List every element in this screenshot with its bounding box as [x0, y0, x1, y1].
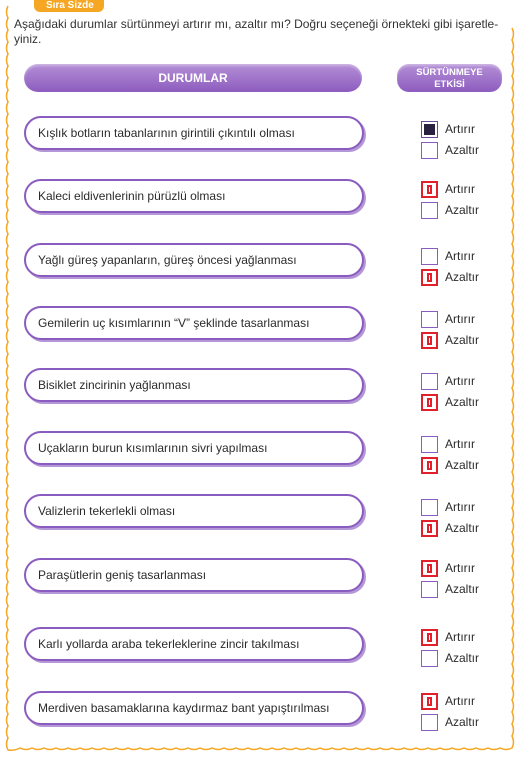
option-artirir[interactable]: [421, 436, 511, 454]
option-label-artirir: Artırır: [445, 122, 475, 136]
checkbox-azaltir[interactable]: [421, 457, 438, 474]
option-artirir[interactable]: [421, 181, 511, 199]
checkbox-artirir[interactable]: [421, 373, 438, 390]
situation-item: Merdiven basamaklarına kaydırmaz bant yapıştırılması: [24, 691, 364, 725]
option-artirir[interactable]: [421, 311, 511, 329]
checkbox-azaltir[interactable]: [421, 269, 438, 286]
checkbox-artirir[interactable]: [421, 311, 438, 328]
checkbox-artirir[interactable]: [421, 121, 438, 138]
checkbox-azaltir[interactable]: [421, 332, 438, 349]
situation-item: Bisiklet zincirinin yağlanması: [24, 368, 364, 402]
header-surtunme-etkisi: [397, 64, 502, 92]
option-azaltir[interactable]: [421, 269, 511, 287]
section-tag: Sıra Sizde: [34, 0, 104, 12]
situation-item: Kaleci eldivenlerinin pürüzlü olması: [24, 179, 364, 213]
checkbox-azaltir[interactable]: [421, 714, 438, 731]
option-azaltir[interactable]: [421, 581, 511, 599]
option-label-azaltir: Azaltır: [445, 458, 480, 472]
situation-item: Kışlık botların tabanlarının girintili çıkıntılı olması: [24, 116, 364, 150]
header-etki-line2: ETKİSİ: [434, 79, 465, 90]
option-label-artirir: Artırır: [445, 500, 475, 514]
option-azaltir[interactable]: [421, 332, 511, 350]
instruction-text: Aşağıdaki durumlar sürtünmeyi artırır mı, azaltır mı? Doğru seçeneği örnekteki gibi işaretle-yiniz.: [14, 17, 499, 46]
option-label-azaltir: Azaltır: [445, 582, 480, 596]
option-artirir[interactable]: [421, 499, 511, 517]
option-azaltir[interactable]: [421, 650, 511, 668]
checkbox-artirir[interactable]: [421, 248, 438, 265]
situation-item: Valizlerin tekerlekli olması: [24, 494, 364, 528]
option-artirir[interactable]: [421, 693, 511, 711]
checkbox-artirir[interactable]: [421, 560, 438, 577]
situation-item: Paraşütlerin geniş tasarlanması: [24, 558, 364, 592]
option-azaltir[interactable]: [421, 714, 511, 732]
option-artirir[interactable]: [421, 373, 511, 391]
checkbox-azaltir[interactable]: [421, 202, 438, 219]
checkbox-artirir[interactable]: [421, 181, 438, 198]
option-azaltir[interactable]: [421, 520, 511, 538]
option-label-artirir: Artırır: [445, 630, 475, 644]
option-label-artirir: Artırır: [445, 374, 475, 388]
checkbox-azaltir[interactable]: [421, 142, 438, 159]
option-label-azaltir: Azaltır: [445, 203, 480, 217]
option-label-artirir: Artırır: [445, 694, 475, 708]
situation-item: Gemilerin uç kısımlarının “V” şeklinde tasarlanması: [24, 306, 364, 340]
option-label-artirir: Artırır: [445, 249, 475, 263]
option-label-azaltir: Azaltır: [445, 143, 480, 157]
checkbox-artirir[interactable]: [421, 693, 438, 710]
option-azaltir[interactable]: [421, 457, 511, 475]
checkbox-artirir[interactable]: [421, 436, 438, 453]
header-etki-line1: SÜRTÜNMEYE: [416, 67, 483, 78]
option-label-azaltir: Azaltır: [445, 651, 480, 665]
checkbox-artirir[interactable]: [421, 629, 438, 646]
situation-item: Karlı yollarda araba tekerleklerine zincir takılması: [24, 627, 364, 661]
checkbox-azaltir[interactable]: [421, 650, 438, 667]
option-artirir[interactable]: [421, 560, 511, 578]
checkbox-azaltir[interactable]: [421, 581, 438, 598]
option-label-artirir: Artırır: [445, 561, 475, 575]
option-label-azaltir: Azaltır: [445, 270, 480, 284]
option-label-artirir: Artırır: [445, 312, 475, 326]
header-durumlar: DURUMLAR: [24, 64, 362, 92]
option-label-azaltir: Azaltır: [445, 715, 480, 729]
option-azaltir[interactable]: [421, 394, 511, 412]
option-label-artirir: Artırır: [445, 182, 475, 196]
checkbox-artirir[interactable]: [421, 499, 438, 516]
option-label-azaltir: Azaltır: [445, 521, 480, 535]
option-label-artirir: Artırır: [445, 437, 475, 451]
option-label-azaltir: Azaltır: [445, 333, 480, 347]
option-artirir[interactable]: [421, 121, 511, 139]
option-label-azaltir: Azaltır: [445, 395, 480, 409]
checkbox-azaltir[interactable]: [421, 520, 438, 537]
checkbox-azaltir[interactable]: [421, 394, 438, 411]
situation-item: Yağlı güreş yapanların, güreş öncesi yağlanması: [24, 243, 364, 277]
option-artirir[interactable]: [421, 248, 511, 266]
option-azaltir[interactable]: [421, 202, 511, 220]
option-azaltir[interactable]: [421, 142, 511, 160]
situation-item: Uçakların burun kısımlarının sivri yapılması: [24, 431, 364, 465]
option-artirir[interactable]: [421, 629, 511, 647]
